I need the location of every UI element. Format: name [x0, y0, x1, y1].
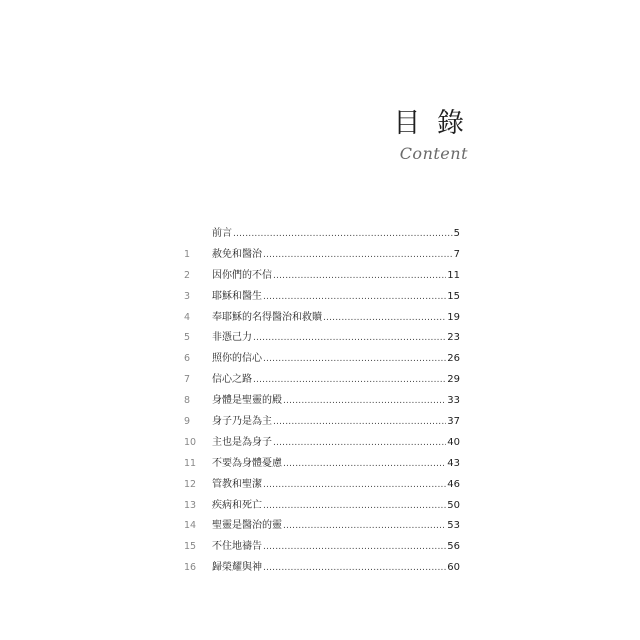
chapter-title: 管教和聖潔 — [212, 478, 262, 490]
chapter-title: 不要為身體憂慮 — [212, 457, 282, 469]
dot-leader — [273, 417, 446, 427]
page-number: 37 — [447, 416, 460, 428]
chapter-title: 非憑己力 — [212, 332, 252, 344]
toc-entry — [184, 370, 460, 391]
page-number: 11 — [447, 269, 460, 281]
chapter-title: 身體是聖靈的殿 — [212, 395, 282, 407]
dot-leader — [273, 438, 446, 448]
chapter-number: 1 — [184, 248, 191, 260]
page-number: 7 — [453, 248, 460, 260]
toc-entry — [184, 433, 460, 454]
chapter-number: 16 — [184, 562, 197, 574]
chapter-number: 5 — [184, 332, 191, 344]
chapter-number: 10 — [184, 436, 197, 448]
chapter-number: 9 — [184, 416, 191, 428]
page-number: 60 — [447, 562, 460, 574]
dot-leader — [283, 459, 446, 469]
toc-entry — [184, 287, 460, 308]
dot-leader — [323, 313, 446, 323]
chapter-title: 歸榮耀與神 — [212, 562, 262, 574]
toc-entry — [184, 349, 460, 370]
toc-entry — [184, 328, 460, 349]
toc-entry — [184, 516, 460, 537]
page-number: 26 — [447, 353, 460, 365]
dot-leader — [263, 480, 446, 490]
toc-entry — [184, 245, 460, 266]
page-number: 5 — [453, 228, 460, 239]
chapter-title: 聖靈是醫治的靈 — [212, 520, 282, 532]
chapter-number: 12 — [184, 478, 197, 490]
chapter-number: 3 — [184, 290, 191, 302]
chapter-title: 不住地禱告 — [212, 541, 262, 553]
page-number: 29 — [447, 374, 460, 386]
page-number: 43 — [447, 457, 460, 469]
page-number: 53 — [447, 520, 460, 532]
chapter-number: 13 — [184, 499, 197, 511]
toc-entry — [184, 391, 460, 412]
dot-leader — [263, 542, 446, 552]
chapter-title: 耶穌和醫生 — [212, 290, 262, 302]
page-number: 15 — [447, 290, 460, 302]
chapter-number: 2 — [184, 269, 191, 281]
table-of-contents — [184, 224, 460, 579]
dot-leader — [253, 375, 446, 385]
toc-subtitle: Content — [399, 144, 468, 163]
chapter-title: 信心之路 — [212, 374, 252, 386]
chapter-title: 照你的信心 — [212, 353, 262, 365]
chapter-title: 疾病和死亡 — [212, 499, 262, 511]
chapter-title: 赦免和醫治 — [212, 248, 262, 260]
chapter-title: 主也是為身子 — [212, 436, 272, 448]
dot-leader — [283, 521, 446, 531]
chapter-number: 8 — [184, 395, 191, 407]
dot-leader — [263, 354, 446, 364]
toc-title: 目 錄 — [393, 108, 468, 139]
toc-entry — [184, 308, 460, 329]
page-number: 46 — [447, 478, 460, 490]
toc-entry — [184, 454, 460, 475]
dot-leader — [283, 396, 446, 406]
chapter-number: 7 — [184, 374, 191, 386]
toc-entry — [184, 537, 460, 558]
toc-entry — [184, 558, 460, 579]
dot-leader — [263, 563, 446, 573]
chapter-number: 11 — [184, 457, 197, 469]
chapter-title: 前言 — [212, 228, 232, 239]
page-number: 50 — [447, 499, 460, 511]
dot-leader — [263, 250, 453, 260]
chapter-title: 身子乃是為主 — [212, 416, 272, 428]
page-number: 33 — [447, 395, 460, 407]
dot-leader — [263, 501, 446, 511]
chapter-number: 4 — [184, 311, 191, 323]
page-number: 56 — [447, 541, 460, 553]
chapter-number: 14 — [184, 520, 197, 532]
page-number: 40 — [447, 436, 460, 448]
dot-leader — [253, 333, 446, 343]
dot-leader — [263, 292, 446, 302]
chapter-title: 因你們的不信 — [212, 269, 272, 281]
dot-leader — [233, 229, 453, 239]
toc-entry — [184, 224, 460, 245]
dot-leader — [273, 271, 446, 281]
page-number: 19 — [447, 311, 460, 323]
toc-entry — [184, 475, 460, 496]
chapter-number: 6 — [184, 353, 191, 365]
chapter-number: 15 — [184, 541, 197, 553]
page-number: 23 — [447, 332, 460, 344]
toc-entry — [184, 266, 460, 287]
chapter-title: 奉耶穌的名得醫治和救贖 — [212, 311, 322, 323]
toc-entry — [184, 496, 460, 517]
toc-entry — [184, 412, 460, 433]
